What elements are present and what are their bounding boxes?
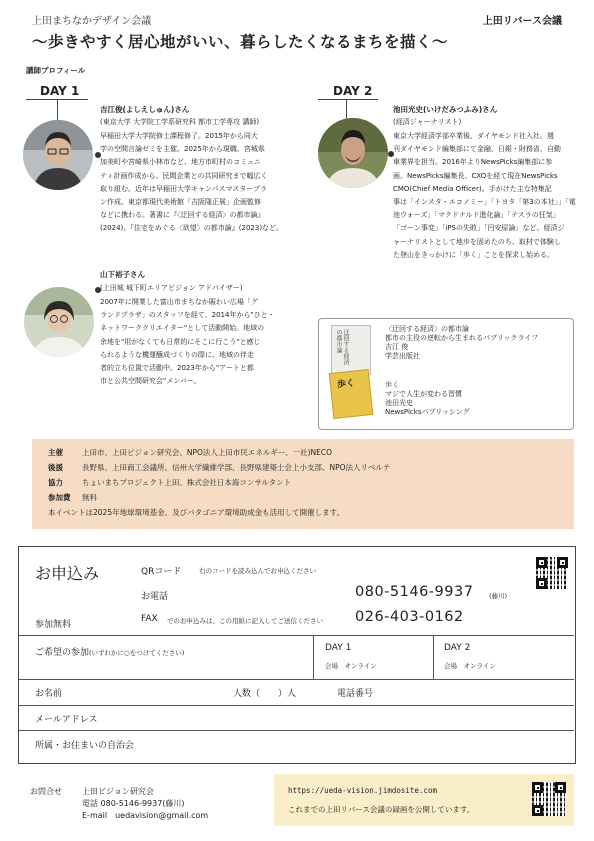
fee-label: 参加無料 (35, 620, 72, 630)
day2-option[interactable]: DAY 2 (444, 643, 471, 653)
book1-author: 吉江 俊 (385, 343, 409, 351)
speaker1-title: (東京大学 大学院工学系研究科 都市工学専攻 講師) (100, 118, 260, 126)
day2-underline (318, 99, 378, 100)
speaker1-photo (23, 120, 93, 190)
info-row-host: 主催 上田市、上田ビジョン研究会、NPO法人上田市民エネルギー、一社)NECO (48, 448, 332, 457)
book2-subtitle: マジで人生が変わる習慣 (385, 390, 462, 398)
books-panel (318, 318, 574, 430)
speaker3-title: (経済ジャーナリスト) (393, 118, 462, 126)
info-row-fee: 参加費 無料 (48, 493, 97, 502)
book1-cover: 迂回する経済の都市論 (331, 325, 371, 375)
contact-details (82, 786, 208, 822)
name-field-label: お名前 (35, 689, 63, 699)
form-divider-v2 (433, 635, 434, 679)
application-form (18, 546, 576, 764)
info-row-support: 後援 長野県、上田商工会議所、信州大学繊維学部、長野県建築士会上小支部、NPO法人リベルテ (48, 463, 391, 472)
choice-label: ご希望の参加(いずれかに○をつけてください) (35, 648, 185, 658)
contact-org: 上田ビジョン研究会 (82, 787, 154, 796)
fax-number: 026-403-0162 (355, 609, 464, 625)
fax-note: でのお申込みは、この用紙に記入してご送信ください (167, 617, 323, 625)
phone-number[interactable]: 080-5146-9937 (355, 584, 474, 600)
book2-publisher: NewsPicksパブリッシング (385, 408, 470, 416)
organizers-info (32, 439, 574, 529)
email-field-label: メールアドレス (35, 715, 98, 725)
contact-phone[interactable]: 電話 080-5146-9937(藤川) (82, 799, 185, 808)
day2-connector (346, 100, 347, 120)
qr-label: QRコード (141, 567, 182, 577)
form-divider-3 (19, 705, 574, 706)
main-title: 〜歩きやすく居心地がいい、暮らしたくなるまちを描く〜 (32, 33, 449, 51)
fax-label: FAX (141, 614, 158, 624)
phone-label: お電話 (141, 592, 169, 602)
speaker2-photo (24, 287, 94, 357)
contact-label: お問合せ (30, 787, 62, 796)
day2-venue-options[interactable]: 会場 オンライン (444, 662, 496, 670)
book1-publisher: 学芸出版社 (385, 352, 420, 360)
day1-venue-options[interactable]: 会場 オンライン (325, 662, 377, 670)
speaker2-name: 山下裕子さん (100, 270, 145, 279)
book1-info (385, 325, 538, 361)
book2-cover: 歩く (329, 369, 374, 419)
archive-note: これまでの上田リバース会議の録画を公開しています。 (288, 805, 475, 814)
section-label-profiles: 講師プロフィール (26, 66, 86, 75)
form-divider-4 (19, 730, 574, 731)
archive-url[interactable]: https://ueda-vision.jimdosite.com (288, 786, 438, 795)
book2-title: 歩く (385, 381, 399, 389)
event-brand: 上田リバース会議 (482, 16, 562, 27)
day1-option[interactable]: DAY 1 (325, 643, 352, 653)
book1-subtitle: 都市の主役の逆転から生まれるパブリックライフ (385, 334, 539, 342)
book2-author: 池田光史 (385, 399, 413, 407)
speaker3-name: 池田光史(いけだみつふみ)さん (393, 105, 498, 114)
tel-field-label: 電話番号 (337, 689, 374, 699)
speaker3-bio: 東京大学経済学部卒業後、ダイヤモンド社入社。週 刊ダイヤモンド編集部にて金融、日銀・財務省、自動 車業界を担当。2016年よりNewsPicks編集部に参 画。NewsPicks編集長、CXOを経て現在NewsPicks CMO(Chief Media Officer)。手がけた主な特集記 事は「インスタ・エコノミー」「トヨタ「第3の本社」」「電 池ウォーズ」「マクドナルド進化論」「テスラの狂気」 「ゴーン事変」「iPSの失敗」「円安原論」など。経済ジ ャーナリストとして地歩を固めたのち、取材で体験し た登山をきっかけに「歩く」ことを探求し始める。 (393, 132, 576, 259)
qr-note: 右のコードを読み込んでお申込ください (199, 567, 316, 575)
archive-info-box (274, 774, 574, 826)
address-field-label: 所属・お住まいの自治会 (35, 741, 135, 751)
book1-title: 〈迂回する経済〉の都市論 (385, 325, 469, 333)
day1-label: DAY 1 (40, 84, 80, 98)
phone-contact-person: (藤川) (489, 592, 508, 600)
organizer-name: 上田まちなかデザイン会議 (32, 16, 152, 27)
speaker3-photo (318, 118, 388, 188)
info-note: 本イベントは2025年地球環境基金、及びパタゴニア環境助成金も活用して開催します。 (48, 508, 344, 517)
day2-label: DAY 2 (333, 84, 373, 98)
book2-info (385, 381, 470, 417)
count-field-label[interactable]: 人数（ ）人 (233, 689, 297, 699)
speaker1-name: 吉江俊(よしえしゅん)さん (100, 105, 190, 114)
speaker2-bio: 2007年に開業した富山市まちなか賑わい広場「グ ランドプラザ」のスタッフを経て、2014年から"ひと・ ネットワーククリエイター"として活動開始。地域の 余地を"用がなくても日常的にそこに行こう"と感じ られるような機運醸成づくりの際に、地域の伴走 者的立ち位置で活動中。2023年から"アートと都 市と公共空間研究会"メンバー。 (100, 298, 275, 386)
contact-email[interactable]: E-mail uedavision@gmail.com (82, 811, 209, 820)
form-title: お申込み (35, 564, 100, 583)
form-divider-2 (19, 679, 574, 680)
info-row-cooperation: 協力 ちょいまちプロジェクト上田、株式会社日本海コンサルタント (48, 478, 292, 487)
form-divider-1 (19, 635, 574, 636)
application-qr-code[interactable] (536, 557, 568, 589)
speaker1-bio: 早稲田大学大学院修士課程修了。2015年から同大 学の空間言論ゼミを主催。2025年から現職。宮城県 加美町や宮崎県小林市など、地方市町村のコミュニ ティ計画作成から、民間企業との共同研究まで幅広く 取り組む。近年は早稲田大学キャンパスマスタープラ ン作成、東京都現代美術館「吉阪隆正展」企画監修 などに携わる。著書に『〈迂回する経済〉の都市論』 (2024)、『住宅をめぐる〈欲望〉の都市論』(2023)など。 (100, 132, 284, 233)
archive-qr-code[interactable] (532, 782, 566, 816)
speaker2-title: (上田城 城下町エリアビジョン アドバイザー) (100, 284, 243, 292)
form-divider-v1 (313, 635, 314, 679)
day1-connector (57, 100, 58, 122)
